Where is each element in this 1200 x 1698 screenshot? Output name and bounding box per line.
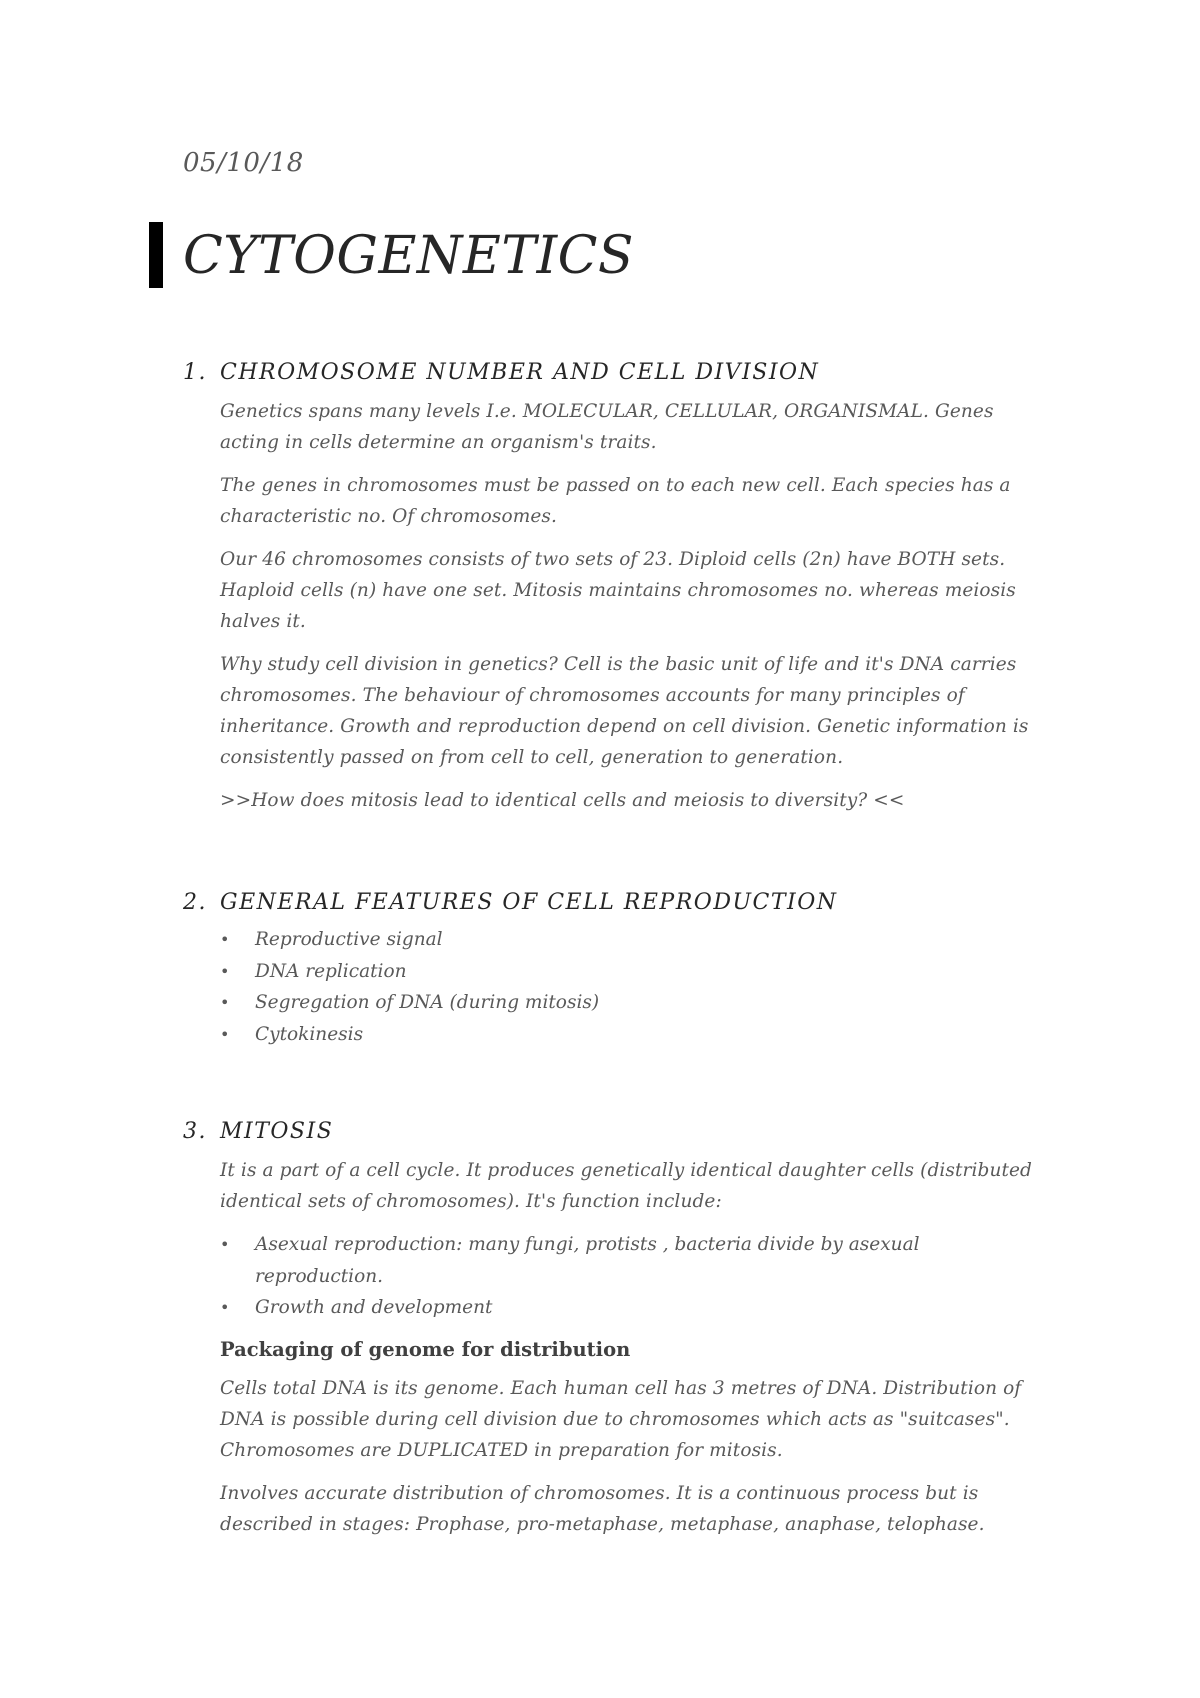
section-body: [220, 1334, 1043, 1540]
section-title: GENERAL FEATURES OF CELL REPRODUCTION: [220, 890, 838, 915]
section-chromosome-number: [183, 358, 1043, 828]
list-item: • Cytokinesis: [183, 1019, 1043, 1051]
bullet-icon: •: [220, 1235, 230, 1254]
section-heading: [183, 888, 1043, 918]
section-number: 2.: [183, 890, 207, 915]
section-heading: [183, 358, 1043, 388]
section-title: MITOSIS: [220, 1119, 334, 1144]
list-item: • DNA replication: [183, 956, 1043, 988]
paragraph: The genes in chromosomes must be passed on to each new cell. Each species has a characteristic no. Of chromosomes.: [220, 475, 1011, 527]
list-item: • Segregation of DNA (during mitosis): [183, 987, 1043, 1019]
bullet-icon: •: [220, 993, 230, 1012]
document-title: CYTOGENETICS: [183, 226, 635, 286]
bullet-icon: •: [220, 1298, 230, 1317]
paragraph: Our 46 chromosomes consists of two sets of 23. Diploid cells (2n) have BOTH sets. Haploid cells (n) have one set. Mitosis maintains chromosomes no. whereas meiosis halves it.: [220, 549, 1016, 632]
section-number: 3.: [183, 1119, 207, 1144]
bullet-icon: •: [220, 961, 230, 981]
list-item: • Growth and development: [183, 1292, 1043, 1324]
paragraph: It is a part of a cell cycle. It produces genetically identical daughter cells (distributed identical sets of chromosomes). It's function include:: [220, 1160, 1032, 1212]
section-general-features: [183, 888, 1043, 1060]
bullet-icon: •: [220, 930, 230, 949]
section-heading: [183, 1117, 1043, 1147]
paragraph: Involves accurate distribution of chromosomes. It is a continuous process but is described in stages: Prophase, pro-metaphase, metaphase, anaphase, telophase.: [220, 1482, 985, 1535]
subheading: Packaging of genome for distribution: [220, 1337, 631, 1361]
document-date: 05/10/18: [183, 148, 304, 178]
section-body: [220, 1155, 1043, 1217]
title-accent-bar: [149, 222, 163, 288]
paragraph: Genetics spans many levels I.e. MOLECULAR, CELLULAR, ORGANISMAL. Genes acting in cells determine an organism's traits.: [220, 401, 994, 453]
list-item: • Reproductive signal: [183, 924, 1043, 956]
section-body: [220, 396, 1043, 816]
paragraph: Cells total DNA is its genome. Each human cell has 3 metres of DNA. Distribution of DNA is possible during cell division due to chromosomes which acts as "suitcases". Chromosomes are DUPLICATED in preparation for mitosis.: [220, 1377, 1022, 1461]
bullet-list: [183, 1229, 1043, 1324]
bullet-icon: •: [220, 1024, 230, 1044]
paragraph: Why study cell division in genetics? Cell is the basic unit of life and it's DNA carries chromosomes. The behaviour of chromosomes accounts for many principles of inheritance. Growth and reproduction depend on cell division. Genetic information is consistently passed on from cell to cell, generation to generation.: [220, 654, 1029, 768]
section-number: 1.: [183, 360, 207, 385]
list-item: • Asexual reproduction: many fungi, protists , bacteria divide by asexual reproduction.: [183, 1229, 1043, 1292]
section-title: CHROMOSOME NUMBER AND CELL DIVISION: [220, 360, 820, 385]
paragraph: >>How does mitosis lead to identical cells and meiosis to diversity? <<: [220, 790, 905, 811]
section-mitosis: [183, 1117, 1043, 1552]
bullet-list: [183, 924, 1043, 1050]
